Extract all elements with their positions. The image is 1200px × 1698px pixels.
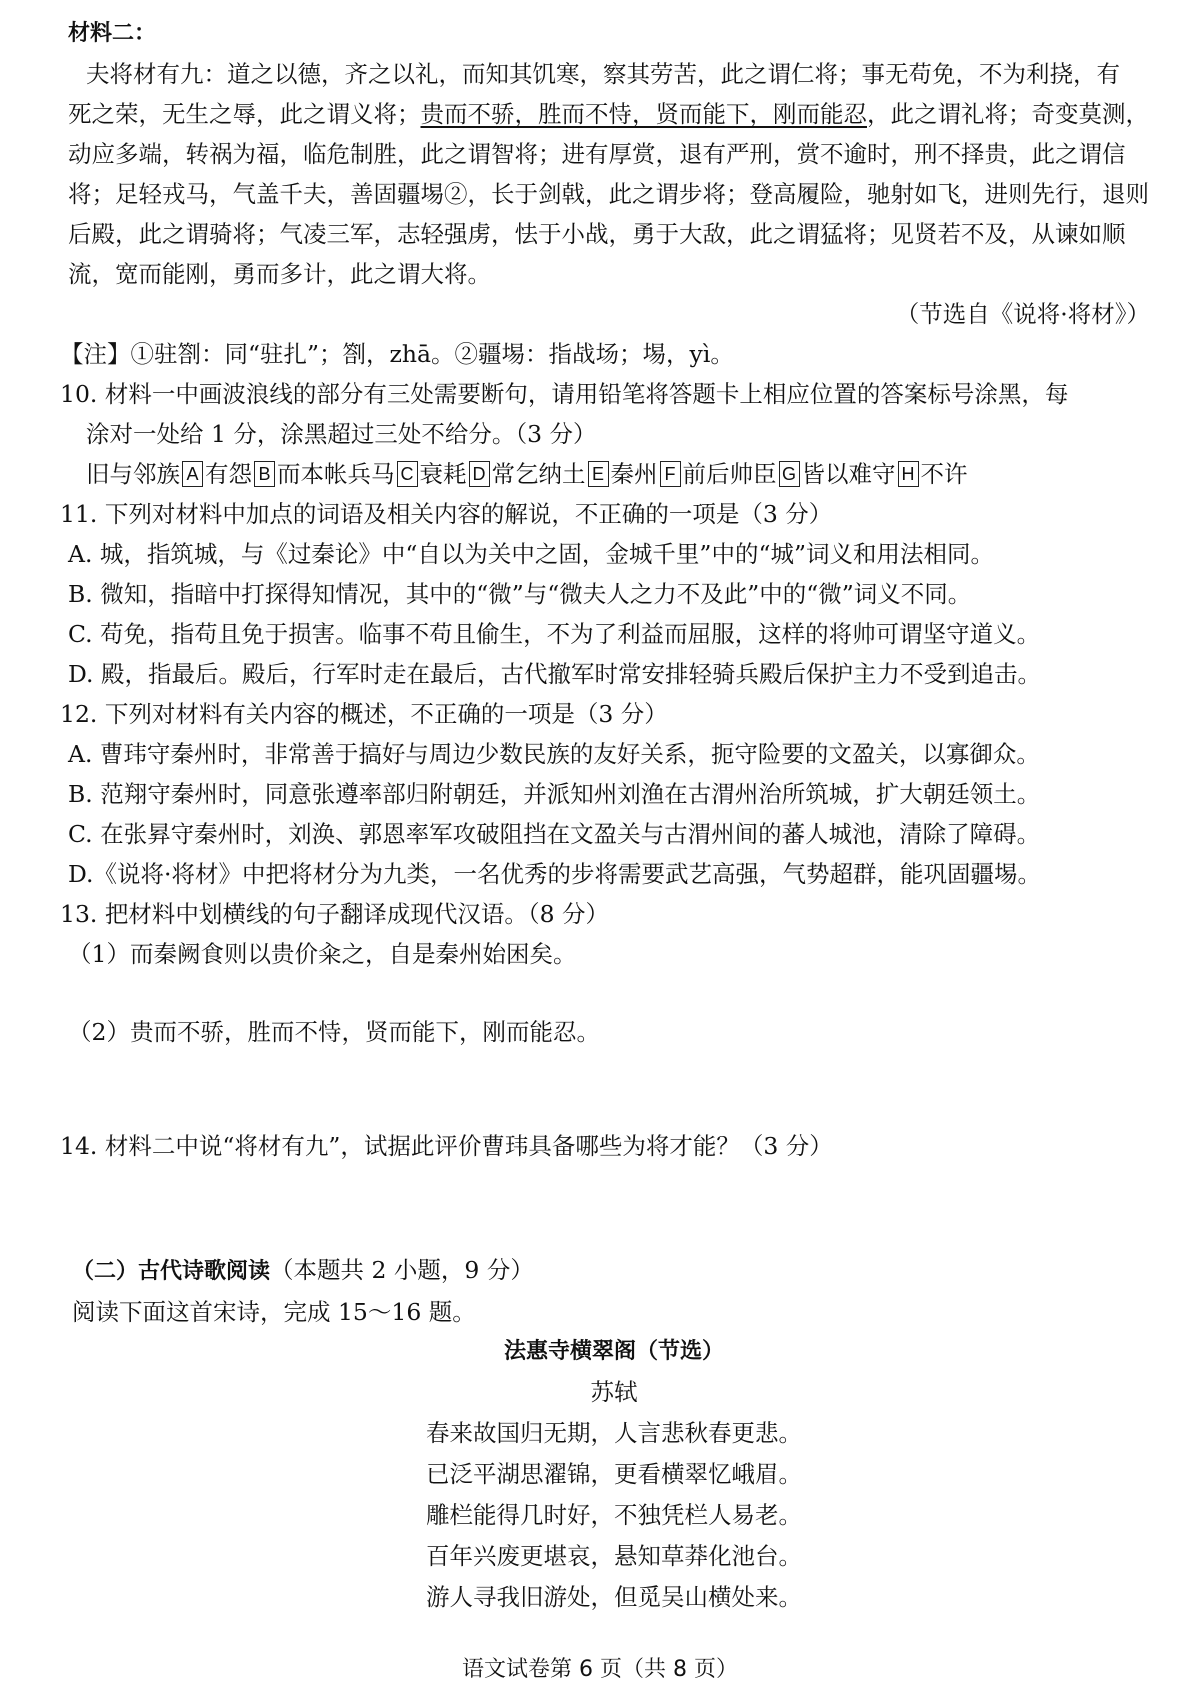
material2-line: 夫将材有九：道之以德，齐之以礼，而知其饥寒，察其劳苦，此之谓仁将；事无苟免，不为利挠，有 bbox=[86, 60, 1120, 88]
answer-box-b[interactable]: B bbox=[254, 461, 275, 487]
poem-author: 苏轼 bbox=[590, 1378, 638, 1406]
material2-heading: 材料二： bbox=[68, 21, 157, 46]
question-12-option-a[interactable]: A. 曹玮守秦州时，非常善于搞好与周边少数民族的友好关系，扼守险要的文盈关，以寡御众。 bbox=[68, 740, 1040, 768]
material2-line: 将；足轻戎马，气盖千夫，善固疆埸②，长于剑戟，此之谓步将；登高履险，驰射如飞，进则先行，退则 bbox=[68, 180, 1149, 208]
material2-source: （节选自《说将·将材》） bbox=[895, 300, 1150, 328]
answer-box-a[interactable]: A bbox=[182, 461, 203, 487]
question-11-stem: 11. 下列对材料中加点的词语及相关内容的解说，不正确的一项是（3 分） bbox=[60, 500, 833, 528]
section-2-instruction: 阅读下面这首宋诗，完成 15～16 题。 bbox=[72, 1298, 476, 1326]
material2-note: 【注】①驻劄：同“驻扎”；劄，zhā。②疆埸：指战场；埸，yì。 bbox=[60, 340, 734, 368]
question-11-option-a[interactable]: A. 城，指筑城，与《过秦论》中“自以为关中之固，金城千里”中的“城”词义和用法相同。 bbox=[68, 540, 994, 568]
material2-line: 动应多端，转祸为福，临危制胜，此之谓智将；进有厚赏，退有严刑，赏不逾时，刑不择贵，此之谓信 bbox=[68, 140, 1126, 168]
question-11-option-b[interactable]: B. 微知，指暗中打探得知情况，其中的“微”与“微夫人之力不及此”中的“微”词义不同。 bbox=[68, 580, 972, 608]
material2-line: 流，宽而能刚，勇而多计，此之谓大将。 bbox=[68, 260, 491, 288]
poem-line: 春来故国归无期，人言悲秋春更悲。 bbox=[426, 1419, 802, 1447]
question-10-stem: 10. 材料一中画波浪线的部分有三处需要断句，请用铅笔将答题卡上相应位置的答案标号涂黑，每 bbox=[60, 380, 1069, 408]
underlined-sentence: 贵而不骄，胜而不恃，贤而能下，刚而能忍 bbox=[420, 100, 867, 128]
question-14-stem: 14. 材料二中说“将材有九”，试据此评价曹玮具备哪些为将才能？（3 分） bbox=[60, 1132, 833, 1160]
question-11-option-c[interactable]: C. 苟免，指苟且免于损害。临事不苟且偷生，不为了利益而屈服，这样的将帅可谓坚守道义。 bbox=[68, 620, 1041, 648]
poem-line: 雕栏能得几时好，不独凭栏人易老。 bbox=[426, 1501, 802, 1529]
question-12-option-d[interactable]: D.《说将·将材》中把将材分为九类，一名优秀的步将需要武艺高强，气势超群，能巩固疆埸。 bbox=[68, 860, 1041, 888]
question-10-stem-cont: 涂对一处给 1 分，涂黑超过三处不给分。（3 分） bbox=[86, 420, 597, 448]
question-12-option-c[interactable]: C. 在张昪守秦州时，刘涣、郭恩率军攻破阻挡在文盈关与古渭州间的蕃人城池，清除了障碍。 bbox=[68, 820, 1041, 848]
answer-box-c[interactable]: C bbox=[397, 461, 418, 487]
poem-title: 法惠寺横翠阁（节选） bbox=[503, 1339, 724, 1364]
question-12-option-b[interactable]: B. 范翔守秦州时，同意张遵率部归附朝廷，并派知州刘渔在古渭州治所筑城，扩大朝廷领土。 bbox=[68, 780, 1041, 808]
material2-line: 死之荣，无生之辱，此之谓义将；贵而不骄，胜而不恃，贤而能下，刚而能忍，此之谓礼将；奇变莫测， bbox=[68, 100, 1149, 128]
poem-line: 百年兴废更堪哀，悬知草莽化池台。 bbox=[426, 1542, 802, 1570]
question-13-item-1: （1）而秦阙食则以贵价籴之，自是秦州始困矣。 bbox=[68, 940, 577, 968]
question-11-option-d[interactable]: D. 殿，指最后。殿后，行军时走在最后，古代撤军时常安排轻骑兵殿后保护主力不受到追击。 bbox=[68, 660, 1041, 688]
question-10-sentence: 旧与邻族 A 有怨 B 而本帐兵马 C 衰耗 D 常乞纳土 E 秦州 F 前后帅臣 G 皆以难守 H 不许 bbox=[86, 460, 968, 488]
answer-box-e[interactable]: E bbox=[588, 461, 609, 487]
question-13-item-2: （2）贵而不骄，胜而不恃，贤而能下，刚而能忍。 bbox=[68, 1018, 600, 1046]
answer-box-h[interactable]: H bbox=[898, 461, 919, 487]
poem-line: 游人寻我旧游处，但觅吴山横处来。 bbox=[426, 1583, 802, 1611]
question-13-stem: 13. 把材料中划横线的句子翻译成现代汉语。（8 分） bbox=[60, 900, 610, 928]
poem-line: 已泛平湖思濯锦，更看横翠忆峨眉。 bbox=[426, 1460, 802, 1488]
section-2-heading: （二）古代诗歌阅读（本题共 2 小题，9 分） bbox=[72, 1256, 534, 1284]
answer-box-f[interactable]: F bbox=[660, 461, 681, 487]
page-footer: 语文试卷第 6 页（共 8 页） bbox=[462, 1657, 738, 1682]
question-12-stem: 12. 下列对材料有关内容的概述，不正确的一项是（3 分） bbox=[60, 700, 668, 728]
answer-box-g[interactable]: G bbox=[779, 461, 800, 487]
material2-line: 后殿，此之谓骑将；气凌三军，志轻强虏，怯于小战，勇于大敌，此之谓猛将；见贤若不及，从谏如顺 bbox=[68, 220, 1126, 248]
answer-box-d[interactable]: D bbox=[469, 461, 490, 487]
